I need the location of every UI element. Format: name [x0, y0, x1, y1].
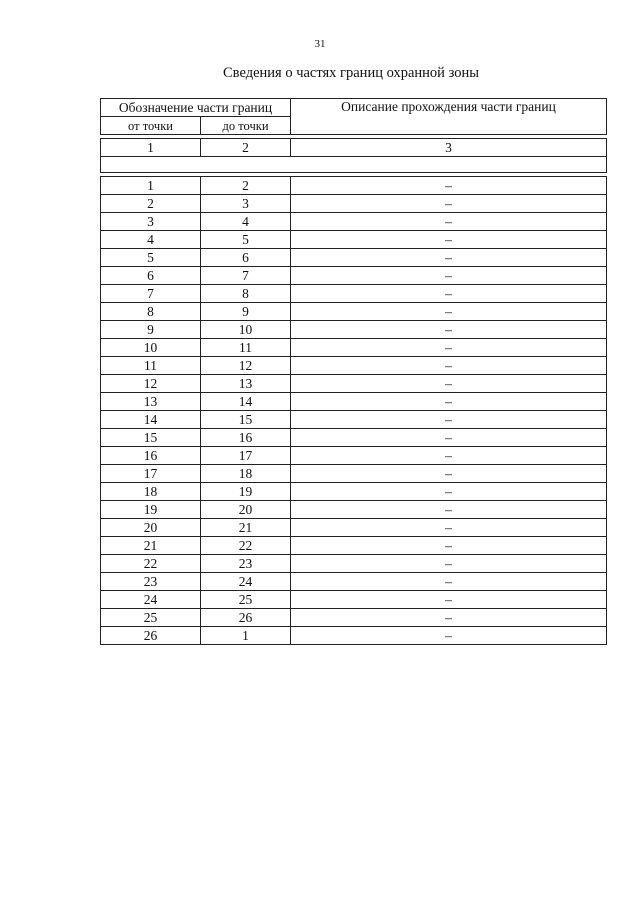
section-row [101, 157, 607, 173]
description-cell: – [291, 591, 607, 609]
description-cell: – [291, 537, 607, 555]
table-row [101, 483, 607, 501]
to-point-cell: 18 [201, 465, 291, 483]
description-cell: – [291, 627, 607, 645]
table-row [101, 447, 607, 465]
description-cell: – [291, 357, 607, 375]
table-row [101, 357, 607, 375]
table-row [101, 429, 607, 447]
table-row [101, 591, 607, 609]
table-row [101, 519, 607, 537]
to-point-cell: 23 [201, 555, 291, 573]
to-point-cell: 14 [201, 393, 291, 411]
description-cell: – [291, 501, 607, 519]
table-row [101, 339, 607, 357]
description-cell: – [291, 429, 607, 447]
to-point-cell: 26 [201, 609, 291, 627]
from-point-cell: 18 [101, 483, 201, 501]
table-row [101, 231, 607, 249]
description-cell: – [291, 519, 607, 537]
from-point-cell: 16 [101, 447, 201, 465]
from-point-cell: 1 [101, 177, 201, 195]
table-row [101, 627, 607, 645]
from-point-cell: 26 [101, 627, 201, 645]
from-point-cell: 24 [101, 591, 201, 609]
from-point-cell: 4 [101, 231, 201, 249]
table-row [101, 393, 607, 411]
to-point-cell: 17 [201, 447, 291, 465]
description-cell: – [291, 195, 607, 213]
to-point-cell: 16 [201, 429, 291, 447]
description-cell: – [291, 375, 607, 393]
column-number: 1 [101, 139, 201, 157]
description-cell: – [291, 339, 607, 357]
description-cell: – [291, 231, 607, 249]
from-point-cell: 10 [101, 339, 201, 357]
description-cell: – [291, 303, 607, 321]
to-point-cell: 13 [201, 375, 291, 393]
to-point-cell: 9 [201, 303, 291, 321]
to-point-cell: 19 [201, 483, 291, 501]
description-cell: – [291, 321, 607, 339]
to-point-cell: 10 [201, 321, 291, 339]
table-row [101, 195, 607, 213]
column-number: 2 [201, 139, 291, 157]
header-boundary-designation: Обозначение части границ [101, 99, 291, 117]
page-number: 31 [314, 38, 326, 50]
from-point-cell: 12 [101, 375, 201, 393]
to-point-cell: 24 [201, 573, 291, 591]
document-title: Сведения о частях границ охранной зоны [223, 65, 479, 81]
table-row [101, 213, 607, 231]
to-point-cell: 6 [201, 249, 291, 267]
table-row [101, 573, 607, 591]
to-point-cell: 3 [201, 195, 291, 213]
to-point-cell: 5 [201, 231, 291, 249]
to-point-cell: 22 [201, 537, 291, 555]
from-point-cell: 8 [101, 303, 201, 321]
description-cell: – [291, 483, 607, 501]
from-point-cell: 7 [101, 285, 201, 303]
table-row [101, 177, 607, 195]
from-point-cell: 22 [101, 555, 201, 573]
description-cell: – [291, 465, 607, 483]
to-point-cell: 8 [201, 285, 291, 303]
table-row [101, 555, 607, 573]
table-row [101, 465, 607, 483]
description-cell: – [291, 177, 607, 195]
description-cell: – [291, 267, 607, 285]
from-point-cell: 2 [101, 195, 201, 213]
to-point-cell: 11 [201, 339, 291, 357]
description-cell: – [291, 393, 607, 411]
from-point-cell: 25 [101, 609, 201, 627]
header-to-point: до точки [201, 117, 291, 135]
table-row [101, 321, 607, 339]
from-point-cell: 17 [101, 465, 201, 483]
from-point-cell: 14 [101, 411, 201, 429]
to-point-cell: 12 [201, 357, 291, 375]
description-cell: – [291, 573, 607, 591]
table-row [101, 411, 607, 429]
table-row [101, 249, 607, 267]
to-point-cell: 7 [201, 267, 291, 285]
description-cell: – [291, 411, 607, 429]
header-from-point: от точки [101, 117, 201, 135]
to-point-cell: 21 [201, 519, 291, 537]
table-body [101, 177, 607, 645]
from-point-cell: 3 [101, 213, 201, 231]
from-point-cell: 6 [101, 267, 201, 285]
table-row [101, 375, 607, 393]
to-point-cell: 15 [201, 411, 291, 429]
table-row [101, 609, 607, 627]
from-point-cell: 21 [101, 537, 201, 555]
column-number-row [101, 139, 607, 157]
from-point-cell: 9 [101, 321, 201, 339]
column-number: 3 [291, 139, 607, 157]
from-point-cell: 20 [101, 519, 201, 537]
header-description: Описание прохождения части границ [291, 99, 607, 135]
to-point-cell: 20 [201, 501, 291, 519]
table-row [101, 267, 607, 285]
description-cell: – [291, 213, 607, 231]
description-cell: – [291, 285, 607, 303]
boundary-parts-table [100, 98, 607, 645]
description-cell: – [291, 249, 607, 267]
description-cell: – [291, 555, 607, 573]
to-point-cell: 2 [201, 177, 291, 195]
from-point-cell: 23 [101, 573, 201, 591]
from-point-cell: 15 [101, 429, 201, 447]
table-row [101, 501, 607, 519]
description-cell: – [291, 609, 607, 627]
table-row [101, 537, 607, 555]
from-point-cell: 13 [101, 393, 201, 411]
from-point-cell: 19 [101, 501, 201, 519]
to-point-cell: 1 [201, 627, 291, 645]
from-point-cell: 11 [101, 357, 201, 375]
table-row [101, 303, 607, 321]
table-row [101, 285, 607, 303]
to-point-cell: 4 [201, 213, 291, 231]
description-cell: – [291, 447, 607, 465]
to-point-cell: 25 [201, 591, 291, 609]
from-point-cell: 5 [101, 249, 201, 267]
